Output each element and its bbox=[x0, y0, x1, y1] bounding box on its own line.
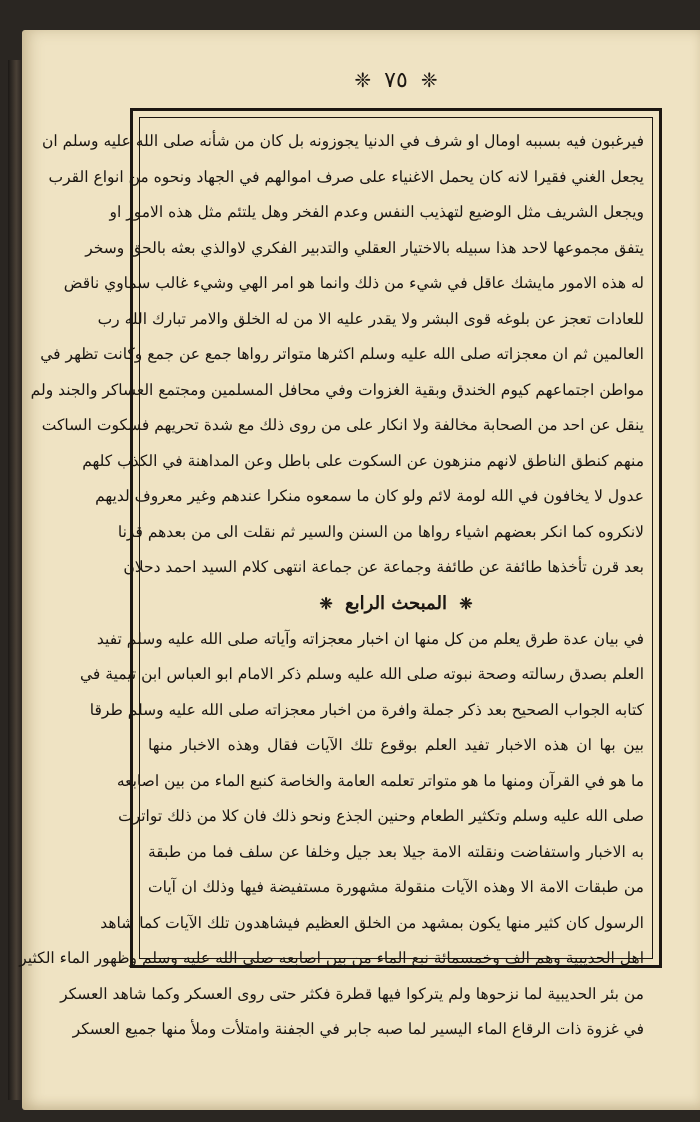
section-heading bbox=[148, 586, 644, 622]
text-line: يتفق مجموعها لاحد هذا سبيله بالاختيار العقلي والتدبير الفكري لاوالذي بعثه بالحق وسخر bbox=[85, 238, 644, 257]
section-heading-text: المبحث الرابع bbox=[345, 592, 447, 614]
text-line: منهم كنطق الناطق لانهم منزهون عن السكوت على باطل وعن المداهنة في الكذب كلهم bbox=[82, 451, 644, 470]
text-line: ينقل عن احد من الصحابة مخالفة ولا انكار على من روى ذلك مع شدة تحريهم فسكوت الساكت bbox=[41, 416, 644, 434]
text-line: للعادات تعجز عن بلوغه قوى البشر ولا يقدر عليه الا من له الخلق والامر تبارك الله رب bbox=[97, 309, 644, 328]
heading-ornament-left-icon: ❈ bbox=[319, 593, 333, 613]
text-line: ويجعل الشريف مثل الوضيع لتهذيب النفس وعدم الفخر وهل يلتئم مثل هذه الامور او bbox=[109, 203, 644, 221]
text-line: العالمين ثم ان معجزاته صلى الله عليه وسلم اكثرها متواتر رواها جمع عن جمع وكانت تظهر في bbox=[40, 345, 644, 363]
header-ornament-left-icon: ❈ bbox=[354, 68, 372, 92]
text-line: له هذه الامور مايشك عاقل في شيء من ذلك وانما هو امر الهي وشيء غالب سماوي ناقض bbox=[63, 274, 644, 292]
text-line: اهل الحديبية وهم الف وخمسمائة نبع الماء من بين اصابعه صلى الله عليه وسلم وظهور الماء الكثير bbox=[19, 949, 644, 967]
text-line: يجعل الغني فقيرا لانه كان يحمل الاغنياء على صرف اموالهم في الجهاد ونحوه من انواع القرب bbox=[48, 167, 644, 186]
text-body bbox=[19, 117, 653, 1038]
text-line: مواطن اجتماعهم كيوم الخندق وبقية الغزوات وفي محافل المسلمين ومجتمع العساكر والجند ولم bbox=[30, 380, 644, 399]
header-ornament-right-icon: ❈ bbox=[420, 68, 438, 92]
heading-ornament-right-icon: ❈ bbox=[459, 593, 473, 613]
text-line: الرسول كان كثير منها يكون بمشهد من الخلق العظيم فيشاهدون تلك الآيات كما شاهد bbox=[100, 913, 644, 932]
text-line: لانكروه كما انكر بعضهم اشياء رواها من السنن والسير ثم نقلت الى من بعدهم قرنا bbox=[117, 522, 644, 541]
text-line: بعد قرن تأخذها طائفة عن طائفة وجماعة عن جماعة انتهى كلام السيد احمد دحلان bbox=[123, 558, 644, 576]
text-line: به الاخبار واستفاضت ونقلته الامة جيلا بعد جيل وخلفا عن سلف فما من طبقة bbox=[148, 842, 644, 861]
text-line: صلى الله عليه وسلم وتكثير الطعام وحنين الجذع ونحو ذلك فان كلا من ذلك تواترت bbox=[118, 807, 644, 825]
text-frame bbox=[19, 108, 662, 1038]
text-line: من طبقات الامة الا وهذه الآيات منقولة مشهورة مستفيضة فيها وذلك ان آيات bbox=[148, 878, 644, 896]
page-header bbox=[130, 60, 662, 100]
text-line: فيرغبون فيه بسببه اومال او شرف في الدنيا يجوزونه بل كان من شأنه صلى الله عليه وسلم ان bbox=[41, 132, 644, 150]
page-number: ٧٥ bbox=[384, 68, 408, 93]
text-line: ما هو في القرآن ومنها ما هو متواتر تعلمه العامة والخاصة كنبع الماء من بين اصابعه bbox=[116, 771, 644, 790]
text-line: كتابه الجواب الصحيح بعد ذكر جملة وافرة من اخبار معجزاته صلى الله عليه وسلم طرقا bbox=[89, 700, 644, 719]
text-line: عدول لا يخافون في الله لومة لائم ولو كان ما سمعوه منكرا عندهم وغير معروف لديهم bbox=[95, 487, 644, 505]
text-line: في بيان عدة طرق يعلم من كل منها ان اخبار معجزاته وآياته صلى الله عليه وسلم تفيد bbox=[96, 629, 644, 648]
text-line: بين بها ان هذه الاخبار تفيد العلم بوقوع تلك الآيات فقال وهذه الاخبار منها bbox=[148, 736, 644, 754]
text-line: في غزوة ذات الرقاع الماء اليسير لما صبه جابر في الجفنة وامتلأت وملأ منها جميع العسكر bbox=[72, 1020, 644, 1038]
text-line: من بئر الحديبية لما نزحوها ولم يتركوا فيها قطرة فكثر حتى روى العسكر وكما شاهد العسكر bbox=[60, 984, 644, 1003]
text-line: العلم بصدق رسالته وصحة نبوته صلى الله عليه وسلم ذكر الامام ابو العباس ابن تيمية في bbox=[80, 665, 644, 683]
